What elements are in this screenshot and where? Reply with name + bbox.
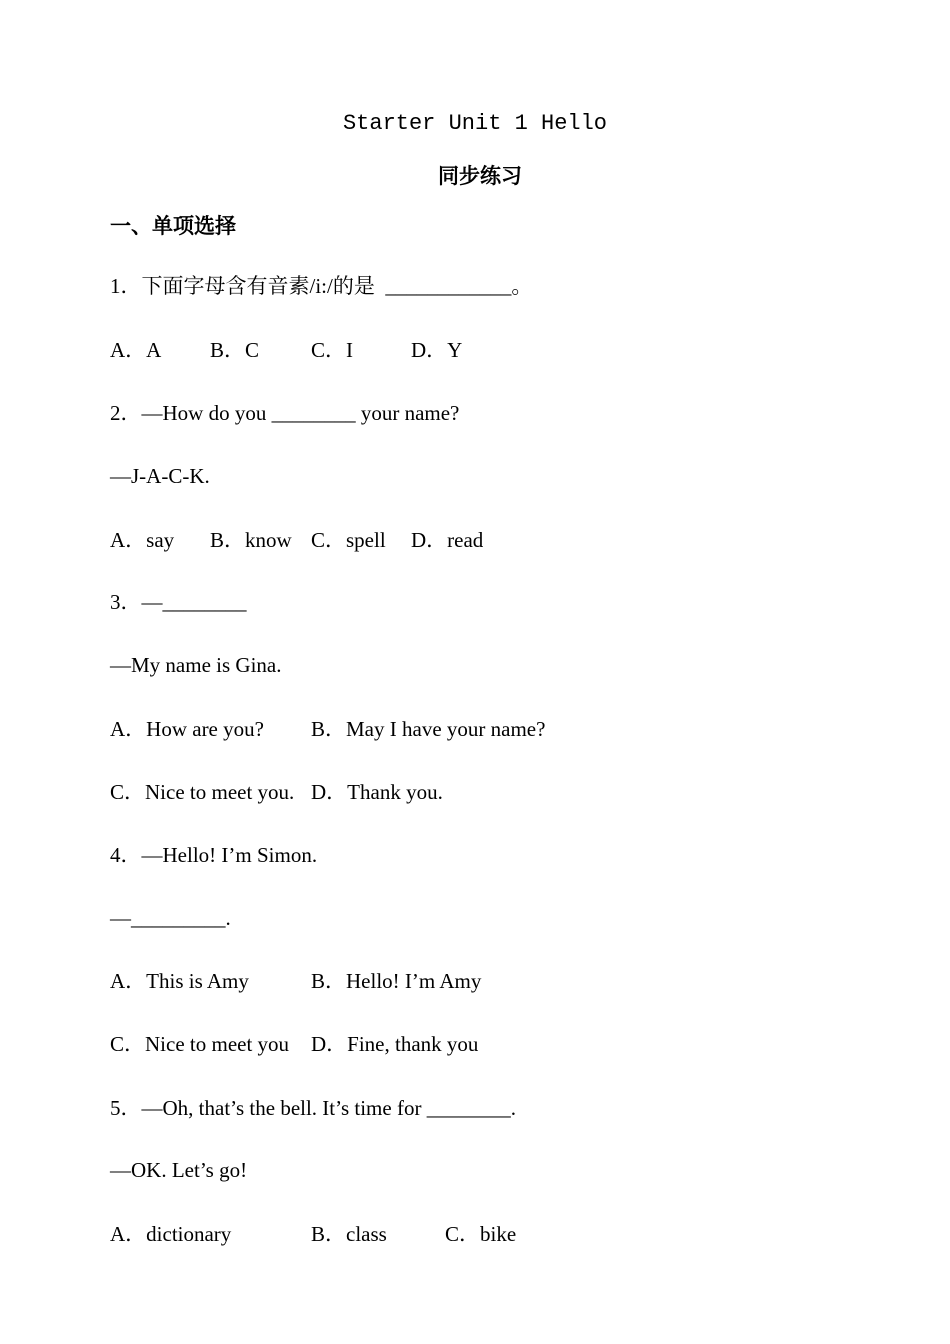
question-5-stem: 5．—Oh, that’s the bell. It’s time for ________.	[110, 1096, 516, 1120]
question-1-option-a: A．A	[110, 338, 162, 362]
question-3-option-d: D．Thank you.	[311, 780, 443, 804]
question-4-option-b: B．Hello! I’m Amy	[311, 969, 482, 993]
document-title: Starter Unit 1 Hello	[342, 111, 608, 136]
question-3-stem: 3．—________	[110, 590, 247, 614]
question-1-option-c: C．I	[311, 338, 353, 362]
question-5-reply: —OK. Let’s go!	[110, 1158, 248, 1182]
question-2-option-b: B．know	[210, 528, 292, 552]
question-1-option-d: D．Y	[411, 338, 463, 362]
question-2-stem: 2．—How do you ________ your name?	[110, 401, 460, 425]
question-3-option-b: B．May I have your name?	[311, 717, 546, 741]
question-5-option-a: A．dictionary	[110, 1222, 232, 1246]
question-3-reply: —My name is Gina.	[110, 653, 282, 677]
question-1-option-b: B．C	[210, 338, 260, 362]
document-subtitle: 同步练习	[438, 164, 522, 188]
question-1-stem: 1．下面字母含有音素/i:/的是 ____________。	[110, 274, 533, 298]
question-4-option-a: A．This is Amy	[110, 969, 249, 993]
question-3-option-c: C．Nice to meet you.	[110, 780, 295, 804]
question-2-option-c: C．spell	[311, 528, 386, 552]
question-4-option-c: C．Nice to meet you	[110, 1032, 290, 1056]
question-4-option-d: D．Fine, thank you	[311, 1032, 479, 1056]
question-2-reply: —J-A-C-K.	[110, 464, 210, 488]
question-2-option-a: A．say	[110, 528, 175, 552]
question-3-option-a: A．How are you?	[110, 717, 264, 741]
question-2-option-d: D．read	[411, 528, 484, 552]
question-4-stem: 4．—Hello! I’m Simon.	[110, 843, 318, 867]
question-5-option-c: C．bike	[445, 1222, 517, 1246]
section-heading: 一、单项选择	[110, 214, 236, 238]
question-5-option-b: B．class	[311, 1222, 387, 1246]
question-4-reply: —_________.	[110, 906, 231, 930]
